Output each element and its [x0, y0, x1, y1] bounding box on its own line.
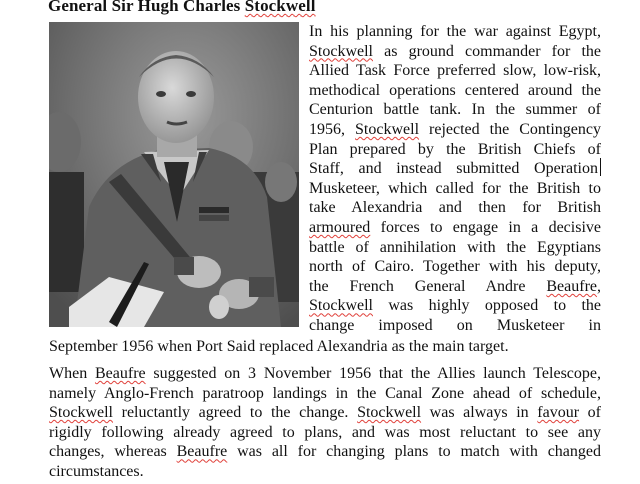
line-text: take Alexandria and then for British	[309, 199, 601, 217]
line-text: circumstances.	[49, 463, 144, 480]
line-text: In his planning for the war against Egypt,	[309, 23, 601, 40]
line-text: Allied Task Force preferred slow, low-risk,	[309, 62, 601, 80]
line-text: methodical operations centered around the	[309, 81, 601, 99]
line-text: Plan prepared by the British Chiefs of	[309, 140, 601, 158]
line-text: was highly opposed to the	[373, 297, 601, 315]
paragraph-1-tail: September 1956 when Port Said replaced Alexandria as the main target.	[49, 338, 509, 355]
line-text: suggested on 3 November 1956 that the Allies launch Telescope,	[145, 365, 601, 382]
document-title	[48, 0, 316, 16]
line-text: reluctantly agreed to the change.	[113, 404, 358, 422]
text-cursor	[600, 158, 601, 176]
line-text: Staff, and instead submitted Operation	[309, 160, 598, 178]
line-text: battle of annihilation with the Egyptians	[309, 238, 601, 256]
line-text: rejected the Contingency	[419, 121, 601, 138]
title-text: General Sir Hugh Charles	[48, 0, 245, 15]
line-text: forces to engage in a decisive	[370, 219, 601, 236]
portrait-photo	[49, 22, 299, 327]
line-text: was all for changing plans to match with changed	[227, 443, 601, 461]
flagged-word: armoured	[309, 219, 371, 236]
line-text: north of Cairo. Together with his deputy,	[309, 258, 601, 276]
flagged-word: favour	[537, 404, 580, 422]
line-text: rigidly following already agreed to plans, and was most reluctant to see any	[49, 423, 601, 441]
flagged-word: Stockwell	[49, 404, 113, 422]
flagged-word: Stockwell	[309, 297, 373, 315]
paragraph-2-line	[49, 460, 601, 484]
flagged-word: Beaufre	[94, 365, 146, 382]
flagged-word: Beaufre	[176, 443, 228, 461]
line-text: ,	[597, 277, 601, 295]
line-text: Musketeer, which called for the British to	[309, 179, 601, 197]
flagged-word: Stockwell	[355, 121, 420, 138]
flagged-word: Stockwell	[357, 404, 422, 422]
line-text: as ground commander for the	[373, 42, 601, 60]
line-text: When	[49, 365, 95, 382]
flagged-word: Stockwell	[309, 42, 373, 60]
title-name: Stockwell	[244, 0, 316, 15]
line-text: changes, whereas	[49, 443, 177, 461]
line-text: change imposed on Musketeer in	[309, 317, 601, 334]
line-text: 1956,	[309, 121, 356, 138]
line-text: Centurion battle tank. In the summer of	[309, 101, 601, 119]
line-text: was always in	[421, 404, 538, 422]
line-text: of	[579, 404, 602, 422]
line-text: the French General Andre	[309, 277, 547, 295]
portrait-image	[49, 22, 299, 327]
line-text: namely Anglo-French paratroop landings in the Canal Zone ahead of schedule,	[49, 384, 601, 402]
flagged-word: Beaufre	[546, 277, 597, 295]
